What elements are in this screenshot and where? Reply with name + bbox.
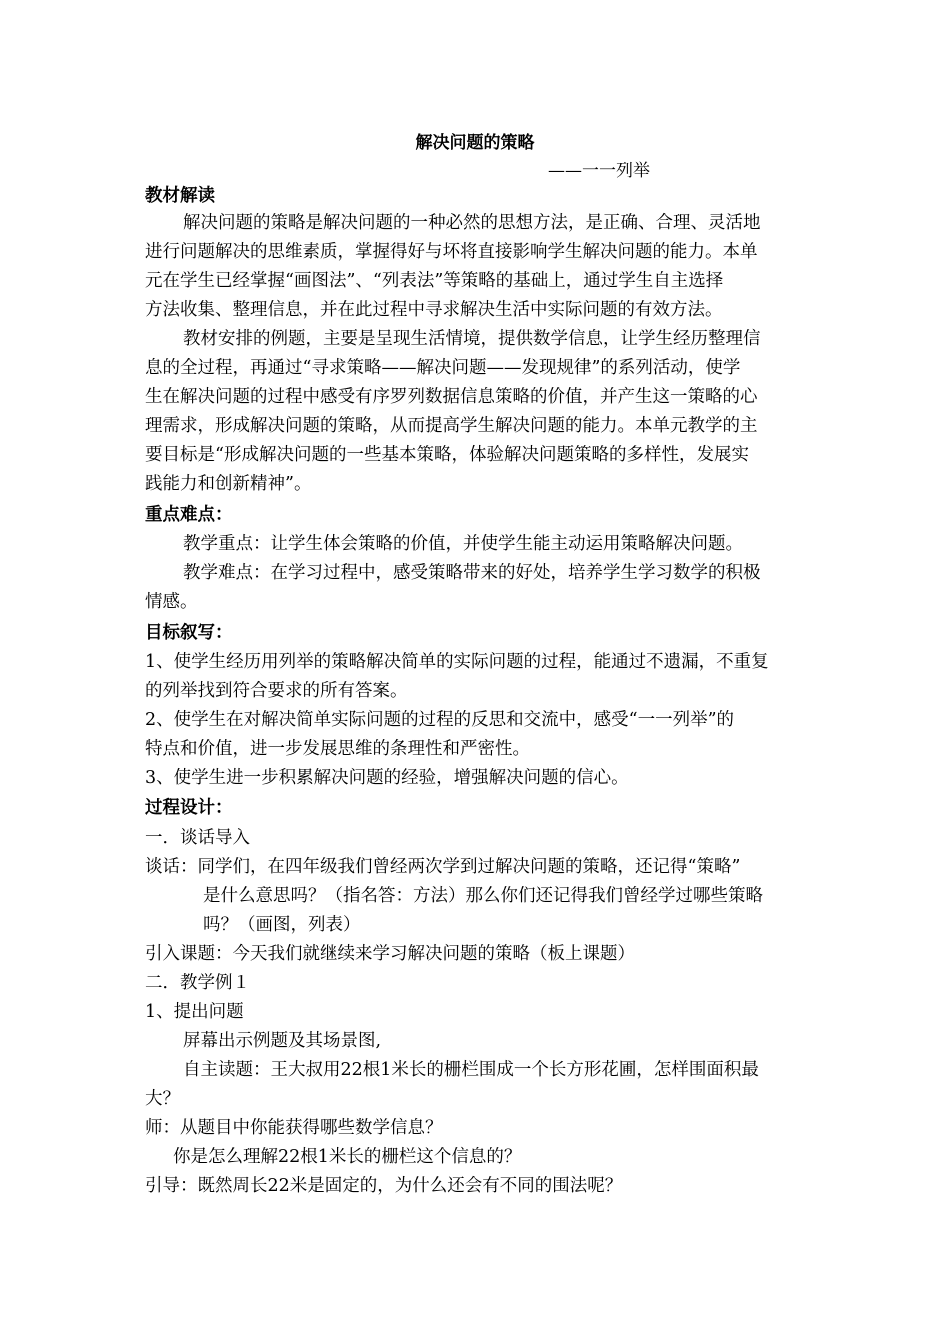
talk-line: 谈话：同学们，在四年级我们曾经两次学到过解决问题的策略，还记得“策略” — [145, 857, 741, 877]
paragraph-line: 进行问题解决的思维素质，掌握得好与坏将直接影响学生解决问题的能力。本单 — [145, 242, 758, 262]
paragraph-line: 方法收集、整理信息，并在此过程中寻求解决生活中实际问题的有效方法。 — [145, 300, 723, 320]
goal-line: 1、使学生经历用列举的策略解决简单的实际问题的过程，能通过不遗漏，不重复 — [145, 652, 769, 672]
goal-line: 2、使学生在对解决简单实际问题的过程的反思和交流中，感受“一一列举”的 — [145, 710, 735, 730]
paragraph-line: 要目标是“形成解决问题的一些基本策略，体验解决问题策略的多样性，发展实 — [145, 445, 749, 465]
part-title: 一．谈话导入 — [145, 828, 250, 848]
paragraph-line: 理需求，形成解决问题的策略，从而提高学生解决问题的能力。本单元教学的主 — [145, 416, 758, 436]
document-subtitle: ——一一列举 — [548, 161, 650, 181]
goal-line: 3、使学生进一步积累解决问题的经验，增强解决问题的信心。 — [145, 768, 629, 788]
section-heading-key-points: 重点难点： — [145, 505, 233, 525]
goal-line: 特点和价值，进一步发展思维的条理性和严密性。 — [145, 739, 530, 759]
section-heading-goals: 目标叙写： — [145, 623, 233, 643]
difficult-point-line: 教学难点：在学习过程中，感受策略带来的好处，培养学生学习数学的积极 — [183, 563, 761, 583]
teacher-line: 师：从题目中你能获得哪些数学信息？ — [145, 1118, 443, 1138]
paragraph-line: 息的全过程，再通过“寻求策略——解决问题——发现规律”的系列活动，使学 — [145, 358, 741, 378]
paragraph-line: 生在解决问题的过程中感受有序罗列数据信息策略的价值，并产生这一策略的心 — [145, 387, 758, 407]
paragraph-line: 元在学生已经掌握“画图法”、“列表法”等策略的基础上，通过学生自主选择 — [145, 271, 724, 291]
screen-line: 屏幕出示例题及其场景图, — [183, 1031, 382, 1051]
understand-line: 你是怎么理解22根1米长的栅栏这个信息的？ — [173, 1147, 522, 1167]
key-point-line: 教学重点：让学生体会策略的价值，并使学生能主动运用策略解决问题。 — [183, 534, 743, 554]
paragraph-line: 践能力和创新精神”。 — [145, 474, 312, 494]
part-title: 二．教学例１ — [145, 973, 250, 993]
section-heading-textbook: 教材解读 — [145, 186, 215, 206]
intro-line: 引入课题：今天我们就继续来学习解决问题的策略（板上课题） — [145, 944, 635, 964]
talk-line: 吗？（画图，列表） — [203, 915, 361, 935]
talk-line: 是什么意思吗？（指名答：方法）那么你们还记得我们曾经学过哪些策略 — [203, 886, 763, 906]
goal-line: 的列举找到符合要求的所有答案。 — [145, 681, 408, 701]
guide-line: 引导：既然周长22米是固定的，为什么还会有不同的围法呢？ — [145, 1176, 623, 1196]
paragraph-line: 教材安排的例题，主要是呈现生活情境，提供数学信息，让学生经历整理信 — [183, 329, 761, 349]
section-heading-process: 过程设计： — [145, 798, 233, 818]
difficult-point-line: 情感。 — [145, 592, 198, 612]
step-title: 1、提出问题 — [145, 1002, 244, 1022]
document-title: 解决问题的策略 — [415, 133, 535, 153]
read-line: 自主读题：王大叔用22根1米长的栅栏围成一个长方形花圃，怎样围面积最 — [183, 1060, 759, 1080]
paragraph-line: 解决问题的策略是解决问题的一种必然的思想方法，是正确、合理、灵活地 — [183, 213, 761, 233]
read-line: 大？ — [145, 1089, 180, 1109]
